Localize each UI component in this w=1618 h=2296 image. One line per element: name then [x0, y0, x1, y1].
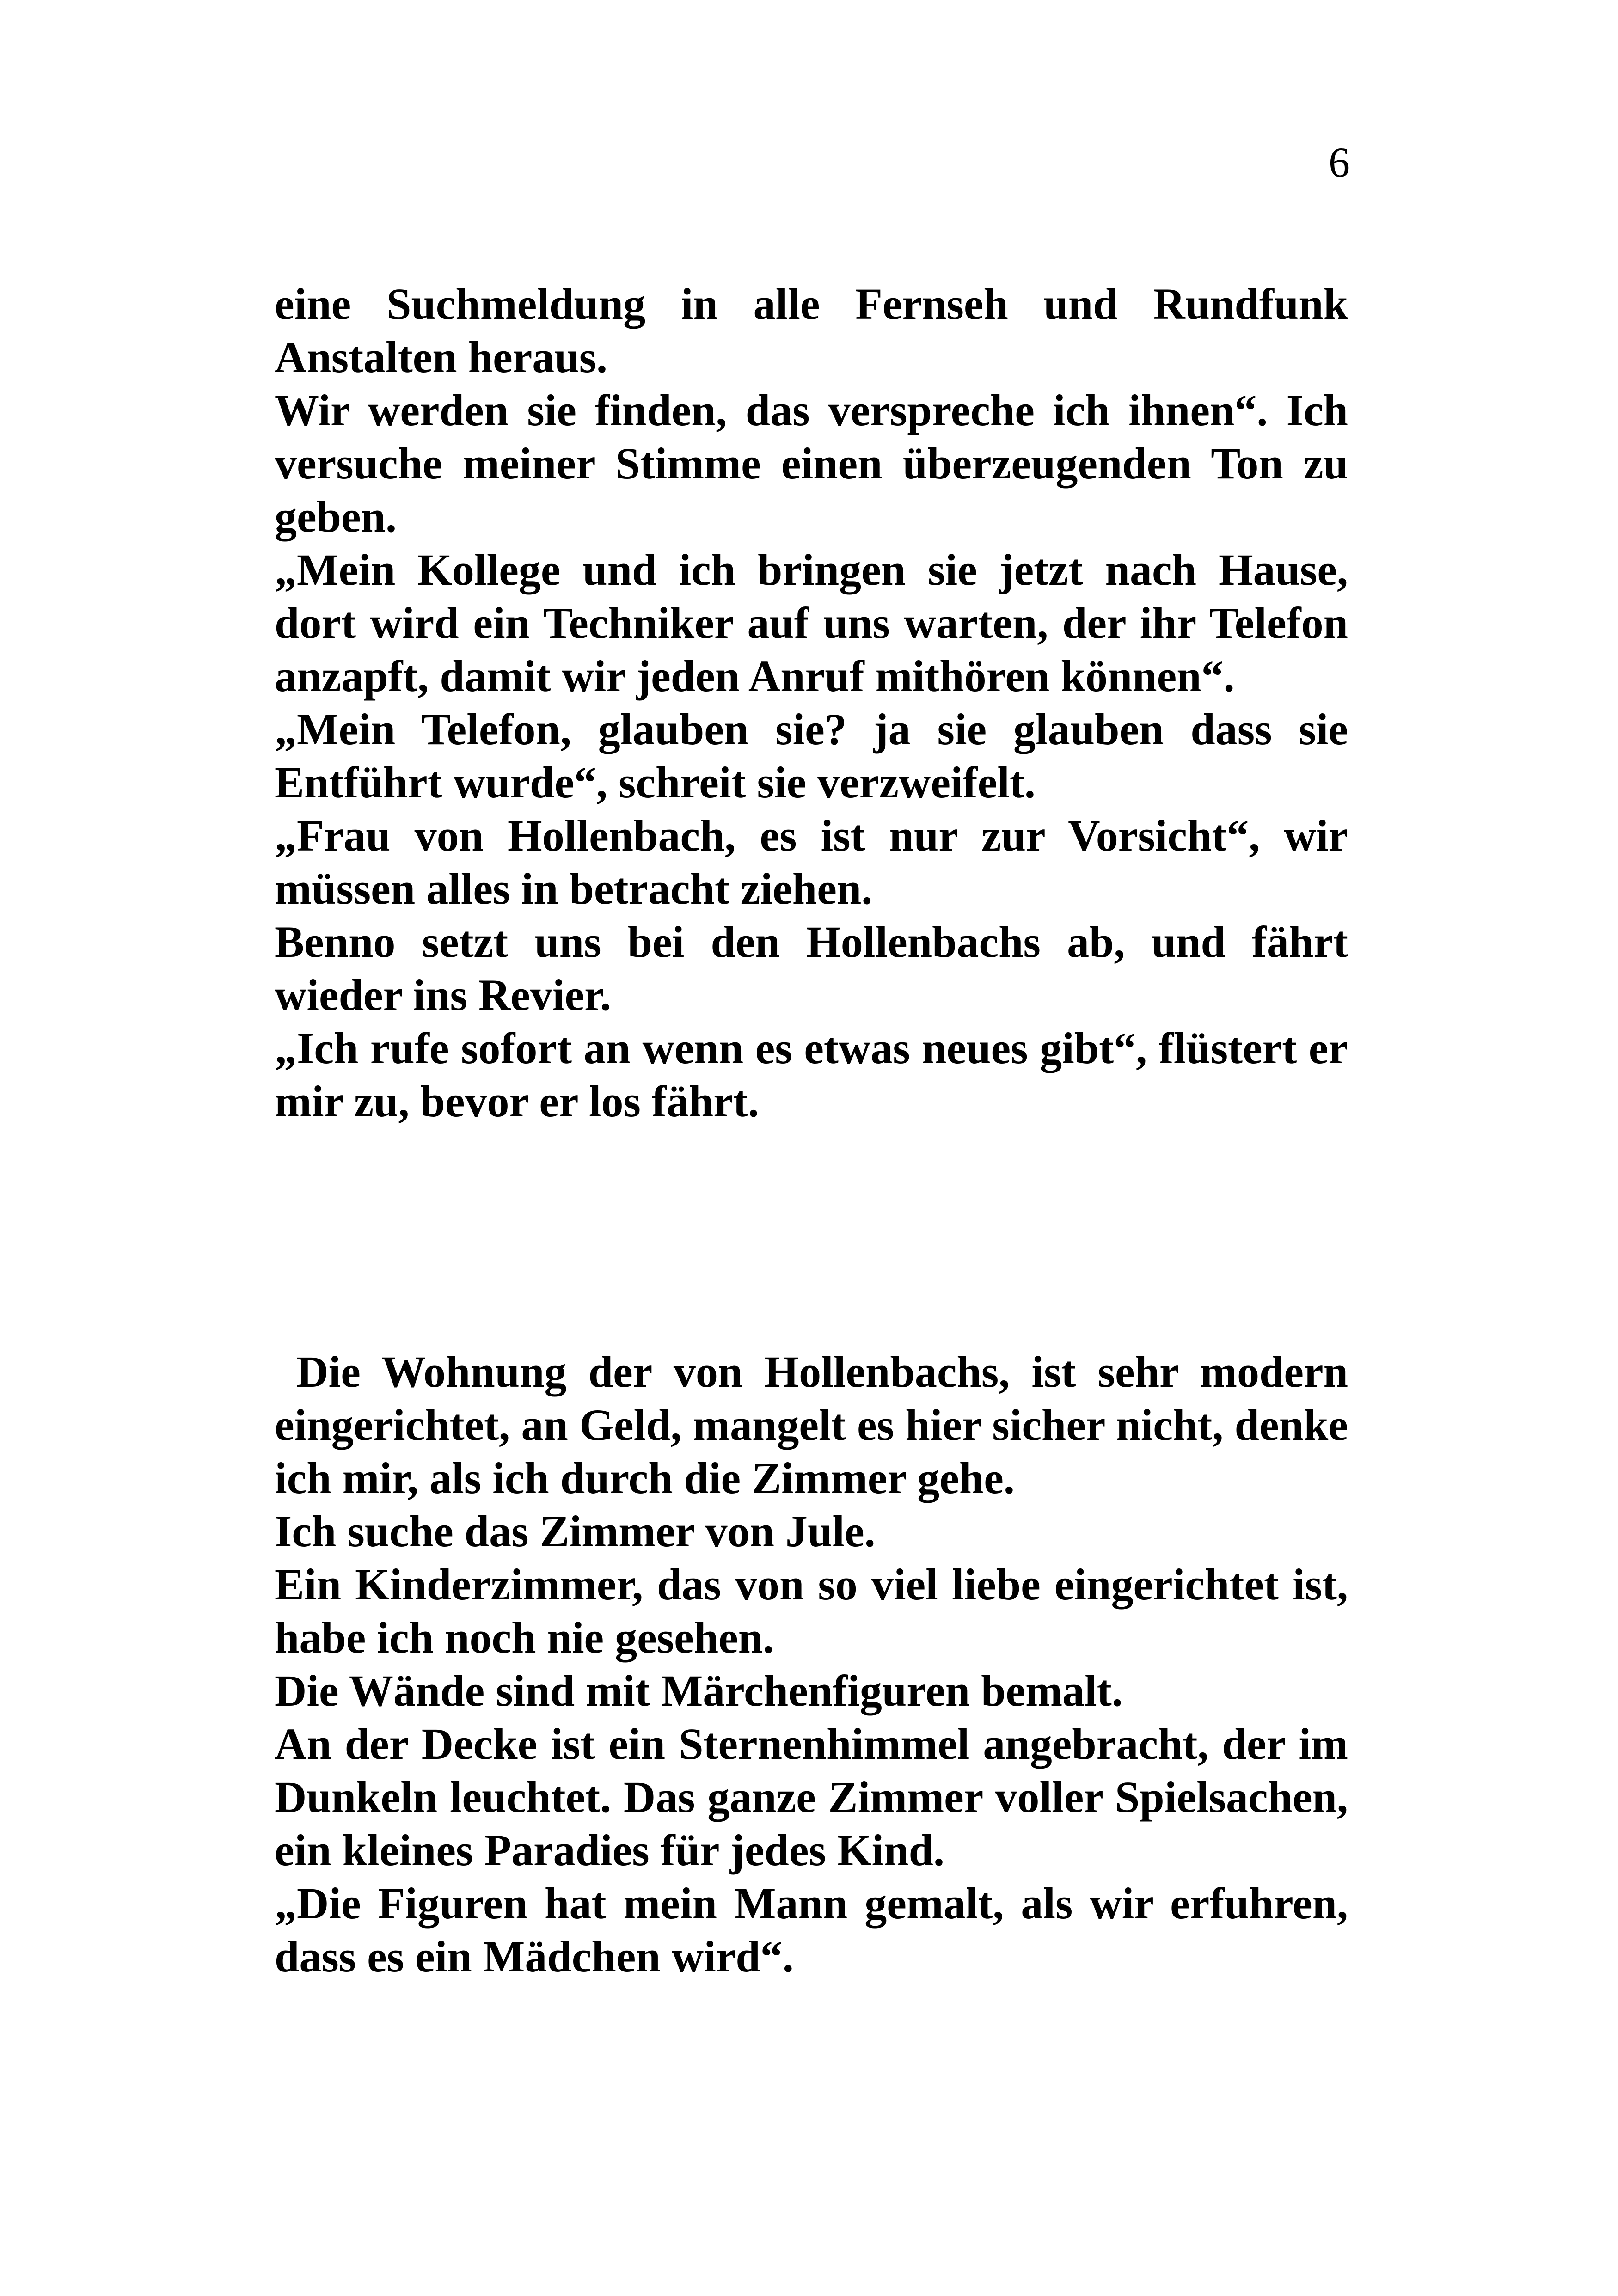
- paragraph: „Die Figuren hat mein Mann gemalt, als wir erfuhren, dass es ein Mädchen wird“.: [275, 1879, 1348, 1981]
- paragraph: „Mein Telefon, glauben sie? ja sie glauben dass sie Entführt wurde“, schreit sie verzweifelt.: [275, 704, 1348, 807]
- paragraph: „Ich rufe sofort an wenn es etwas neues gibt“, flüstert er mir zu, bevor er los fährt.: [275, 1023, 1348, 1126]
- paragraph: Wir werden sie finden, das verspreche ich ihnen“. Ich versuche meiner Stimme einen überzeugenden Ton zu geben.: [275, 386, 1348, 541]
- text-block-1: [275, 277, 1348, 1128]
- page-number: 6: [1329, 139, 1350, 186]
- paragraph: eine Suchmeldung in alle Fernseh und Rundfunk Anstalten heraus.: [275, 279, 1348, 382]
- paragraph: „Mein Kollege und ich bringen sie jetzt nach Hause, dort wird ein Techniker auf uns warten, der ihr Telefon anzapft, damit wir jeden Anruf mithören können“.: [275, 545, 1348, 701]
- paragraph: Ich suche das Zimmer von Jule.: [275, 1506, 876, 1556]
- paragraph: Benno setzt uns bei den Hollenbachs ab, und fährt wieder ins Revier.: [275, 917, 1348, 1020]
- paragraph: Die Wände sind mit Märchenfiguren bemalt.: [275, 1666, 1123, 1715]
- paragraph: An der Decke ist ein Sternenhimmel angebracht, der im Dunkeln leuchtet. Das ganze Zimmer voller Spielsachen, ein kleines Paradies für jedes Kind.: [275, 1719, 1348, 1875]
- paragraph: Die Wohnung der von Hollenbachs, ist sehr modern eingerichtet, an Geld, mangelt es hier sicher nicht, denke ich mir, als ich durch die Zimmer gehe.: [275, 1347, 1359, 1503]
- text-block-2: [275, 1345, 1359, 1983]
- paragraph: „Frau von Hollenbach, es ist nur zur Vorsicht“, wir müssen alles in betracht ziehen.: [275, 811, 1348, 913]
- paragraph: Ein Kinderzimmer, das von so viel liebe eingerichtet ist, habe ich noch nie gesehen.: [275, 1560, 1348, 1662]
